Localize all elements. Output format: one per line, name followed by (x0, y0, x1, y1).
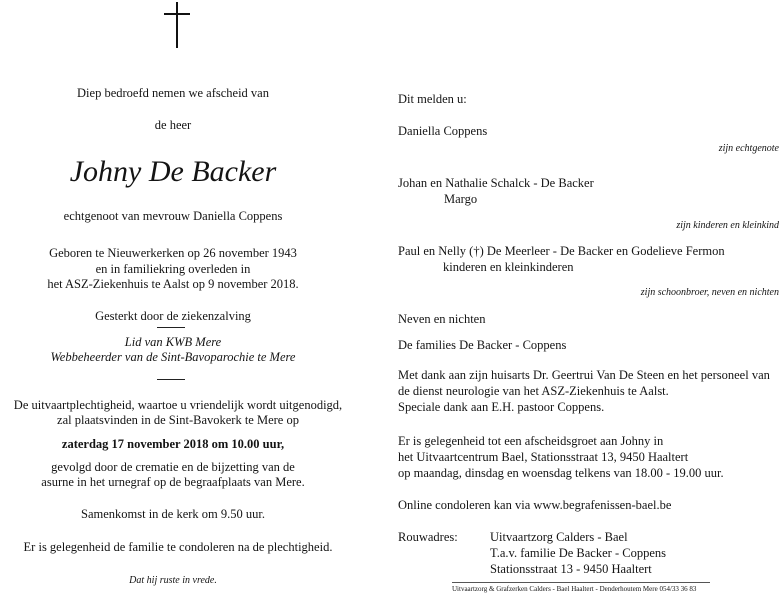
visit-line-1: Er is gelegenheid tot een afscheidsgroet aan Johny in (398, 434, 664, 448)
visit-line-3: op maandag, dinsdag en woensdag telkens van 18.00 - 19.00 uur. (398, 466, 724, 480)
divider (157, 379, 185, 380)
intro-text: Diep bedroefd nemen we afscheid van (77, 86, 269, 100)
footer-divider (452, 582, 710, 583)
role-text-1: Lid van KWB Mere (124, 335, 222, 349)
thanks-line-3: Speciale dank aan E.H. pastoor Coppens. (398, 400, 605, 414)
passed-text-2: het ASZ-Ziekenhuis te Aalst op 9 november 2018. (47, 277, 299, 291)
footer-text: Uitvaartzorg & Grafzerken Calders - Bael Haaltert - Denderhoutem Mere 054/33 36 83 (452, 585, 697, 593)
children-line-2: Margo (444, 192, 478, 206)
sacrament-text: Gesterkt door de ziekenzalving (95, 309, 251, 323)
inlaws-line-1: Paul en Nelly (†) De Meerleer - De Backer en Godelieve Fermon (398, 244, 725, 258)
after-text-1: gevolgd door de crematie en de bijzetting van de (51, 460, 295, 474)
address-line-2: T.a.v. familie De Backer - Coppens (490, 546, 666, 560)
inlaws-role: zijn schoonbroer, neven en nichten (640, 287, 779, 298)
passed-text-1: en in familiekring overleden in (95, 262, 251, 276)
inlaws-line-2: kinderen en kleinkinderen (443, 260, 574, 274)
deceased-name: Johny De Backer (69, 155, 277, 188)
funeral-date: zaterdag 17 november 2018 om 10.00 uur, (61, 437, 285, 451)
children-role: zijn kinderen en kleinkind (676, 220, 779, 231)
role-text-2: Webbeheerder van de Sint-Bavoparochie te Mere (50, 350, 296, 364)
wife-role: zijn echtgenote (718, 143, 779, 154)
divider (157, 327, 185, 328)
online-condolence-text: Online condoleren kan via www.begrafenissen-bael.be (398, 498, 672, 512)
cousins-text: Neven en nichten (398, 312, 486, 326)
wife-name: Daniella Coppens (398, 124, 488, 138)
invite-text-1: De uitvaartplechtigheid, waartoe u vriendelijk wordt uitgenodigd, (13, 398, 343, 412)
invite-text-2: zal plaatsvinden in de Sint-Bavokerk te Mere op (57, 413, 299, 427)
families-text: De families De Backer - Coppens (398, 338, 567, 352)
visit-line-2: het Uitvaartcentrum Bael, Stationsstraat 13, 9450 Haaltert (398, 450, 689, 464)
address-line-1: Uitvaartzorg Calders - Bael (490, 530, 628, 544)
title-text: de heer (154, 118, 192, 132)
thanks-line-1: Met dank aan zijn huisarts Dr. Geertrui Van De Steen en het personeel van (398, 368, 770, 382)
announce-intro: Dit melden u: (398, 92, 467, 106)
children-line-1: Johan en Nathalie Schalck - De Backer (398, 176, 594, 190)
thanks-line-2: de dienst neurologie van het ASZ-Ziekenhuis te Aalst. (398, 384, 669, 398)
gathering-text: Samenkomst in de kerk om 9.50 uur. (80, 507, 266, 521)
condolence-text: Er is gelegenheid de familie te condoleren na de plechtigheid. (23, 540, 333, 554)
spouse-text: echtgenoot van mevrouw Daniella Coppens (63, 209, 283, 223)
birth-text: Geboren te Nieuwerkerken op 26 november 1943 (49, 246, 297, 260)
after-text-2: asurne in het urnegraf op de begraafplaats van Mere. (41, 475, 305, 489)
rest-text: Dat hij ruste in vrede. (129, 575, 217, 586)
cross-icon (162, 2, 192, 48)
address-line-3: Stationsstraat 13 - 9450 Haaltert (490, 562, 652, 576)
address-label: Rouwadres: (398, 530, 458, 544)
